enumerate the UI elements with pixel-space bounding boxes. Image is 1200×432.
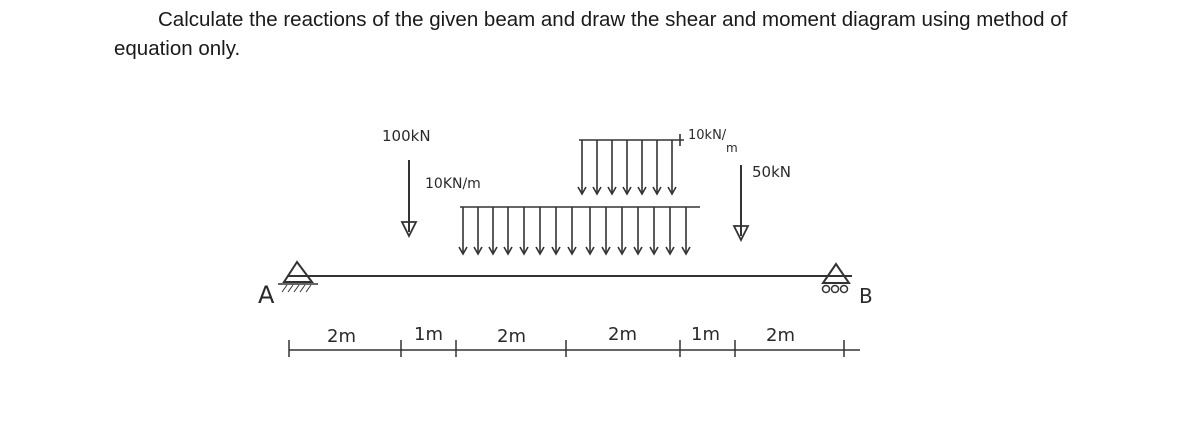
distributed-load-1-icon (459, 207, 700, 254)
point-load-2-label: 50kN (752, 163, 791, 181)
span-3-label: 2m (497, 326, 526, 347)
point-load-2-arrow-icon (734, 165, 748, 240)
distributed-load-1-label: 10KN/m (425, 176, 481, 192)
span-5-label: 1m (691, 324, 720, 345)
span-6-label: 2m (766, 325, 795, 346)
distributed-load-2-label: 10kN/ (688, 128, 727, 143)
roller-support-icon (823, 264, 850, 293)
distributed-load-2-icon (578, 134, 684, 194)
span-1-label: 2m (327, 326, 356, 347)
point-load-1-label: 100kN (382, 127, 431, 145)
question-text: Calculate the reactions of the given beam and draw the shear and moment diagram using method of equation only. (114, 8, 1068, 60)
distributed-load-2-unit: m (726, 141, 738, 155)
point-load-1-arrow-icon (402, 160, 416, 236)
support-b-label: B (859, 284, 873, 308)
span-2-label: 1m (414, 324, 443, 345)
span-4-label: 2m (608, 324, 637, 345)
support-a-label: A (258, 281, 275, 309)
